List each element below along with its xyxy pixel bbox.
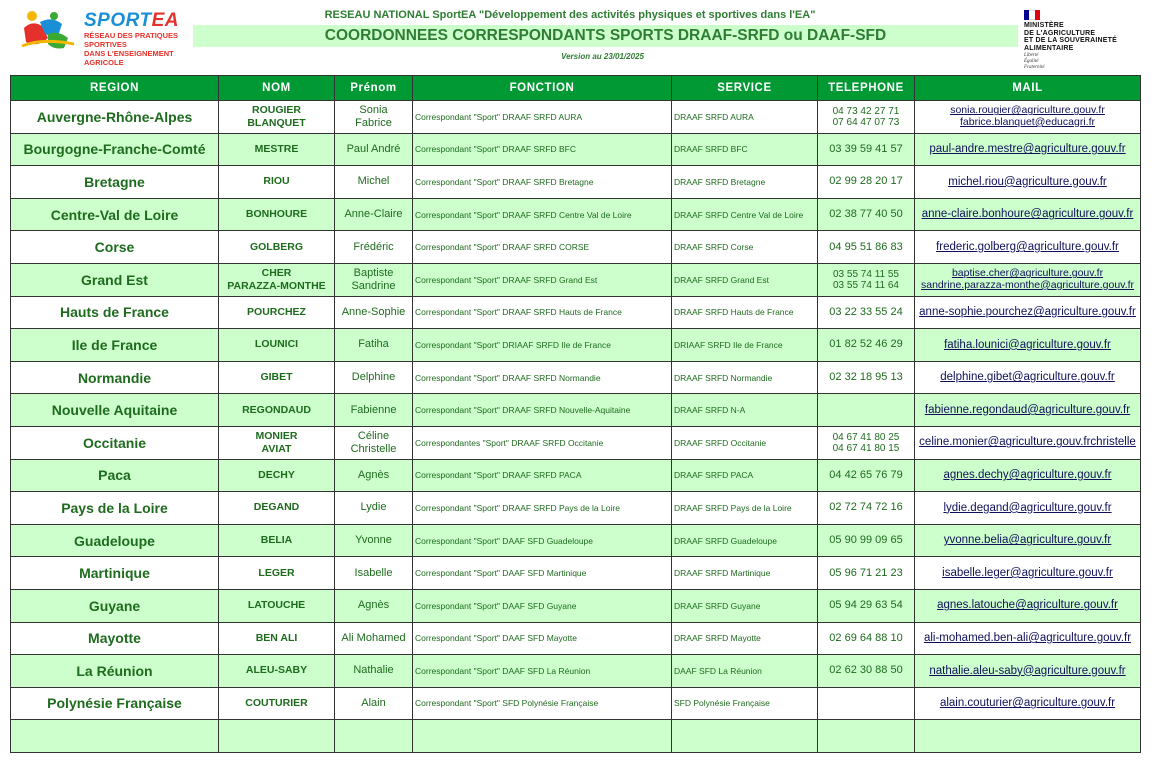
email-line [915, 697, 1140, 710]
email-link[interactable]: delphine.gibet@agriculture.gouv.fr [940, 371, 1115, 384]
mail-cell [915, 492, 1141, 525]
prenom-cell [335, 101, 413, 134]
telephone-number: 05 94 29 63 54 [829, 599, 903, 612]
nom-cell [219, 296, 335, 329]
fonction-cell: Correspondant "Sport" DRAAF SRFD Hauts de France [413, 296, 672, 329]
prenom-cell [335, 687, 413, 720]
nom-cell [219, 231, 335, 264]
prenom-value: Fabienne [350, 403, 397, 416]
region-cell: Guyane [11, 589, 219, 622]
telephone-number: 02 69 64 88 10 [829, 631, 903, 644]
nom-value: BONHOURE [245, 208, 308, 221]
nom-value: BEN ALI [255, 631, 298, 644]
table-row [11, 231, 1141, 264]
telephone-cell [818, 589, 915, 622]
region-cell: Hauts de France [11, 296, 219, 329]
email-link[interactable]: anne-claire.bonhoure@agriculture.gouv.fr [921, 208, 1134, 221]
mail-cell [915, 622, 1141, 655]
nom-value: AVIAT [261, 442, 292, 455]
mail-cell [915, 459, 1141, 492]
nom-value: ALEU-SABY [245, 664, 308, 677]
region-cell [11, 720, 219, 753]
fonction-cell: Correspondant "Sport" DAAF SFD La Réunion [413, 655, 672, 688]
nom-value: GIBET [260, 371, 293, 384]
nom-value: PARAZZA-MONTHE [227, 279, 326, 292]
table-row [11, 133, 1141, 166]
region-cell: Normandie [11, 361, 219, 394]
service-cell: DRAAF SRFD Martinique [672, 557, 818, 590]
service-cell: SFD Polynésie Française [672, 687, 818, 720]
email-link[interactable]: fabrice.blanquet@educagri.fr [960, 115, 1095, 128]
nom-cell [219, 394, 335, 427]
email-link[interactable]: yvonne.belia@agriculture.gouv.fr [943, 534, 1112, 547]
telephone-number: 05 96 71 21 23 [829, 566, 903, 579]
nom-cell [219, 166, 335, 199]
telephone-number: 02 72 74 72 16 [829, 501, 903, 514]
fonction-cell: Correspondant "Sport" DRAAF SRFD Centre Val de Loire [413, 198, 672, 231]
service-cell: DRAAF SRFD Pays de la Loire [672, 492, 818, 525]
mail-cell [915, 589, 1141, 622]
prenom-value: Lydie [360, 501, 387, 514]
mail-cell [915, 557, 1141, 590]
nom-cell [219, 426, 335, 459]
prenom-value: Alain [361, 696, 386, 709]
nom-cell [219, 655, 335, 688]
table-row [11, 198, 1141, 231]
email-link[interactable]: michel.riou@agriculture.gouv.fr [948, 175, 1107, 188]
fonction-cell: Correspondant "Sport" DAAF SFD Martinique [413, 557, 672, 590]
republic-motto: Liberté Égalité Fraternité [1024, 53, 1045, 70]
prenom-cell [335, 589, 413, 622]
telephone-cell [818, 394, 915, 427]
prenom-value: Michel [357, 175, 390, 188]
fonction-cell: Correspondant "Sport" DRAAF SRFD AURA [413, 101, 672, 134]
fonction-cell: Correspondant "Sport" SFD Polynésie Française [413, 687, 672, 720]
telephone-number: 02 38 77 40 50 [829, 208, 903, 221]
column-header-prenom: Prénom [335, 76, 413, 101]
mail-cell [915, 426, 1141, 459]
service-cell: DRAAF SRFD Bretagne [672, 166, 818, 199]
nom-cell [219, 557, 335, 590]
prenom-value: Christelle [350, 442, 397, 455]
prenom-cell [335, 394, 413, 427]
telephone-cell [818, 166, 915, 199]
prenom-cell [335, 361, 413, 394]
email-link[interactable]: ali-mohamed.ben-ali@agriculture.gouv.fr [923, 632, 1132, 645]
prenom-cell [335, 166, 413, 199]
region-cell: La Réunion [11, 655, 219, 688]
fonction-cell [413, 720, 672, 753]
table-row [11, 426, 1141, 459]
column-header-fonction: FONCTION [413, 76, 672, 101]
fonction-cell: Correspondant "Sport" DRAAF SRFD Nouvelle-Aquitaine [413, 394, 672, 427]
telephone-cell [818, 524, 915, 557]
email-line [915, 567, 1140, 580]
fonction-cell: Correspondant "Sport" DRAAF SRFD BFC [413, 133, 672, 166]
region-cell: Martinique [11, 557, 219, 590]
email-link[interactable]: anne-sophie.pourchez@agriculture.gouv.fr [919, 306, 1136, 319]
service-cell: DRAAF SRFD Guadeloupe [672, 524, 818, 557]
email-link[interactable]: lydie.degand@agriculture.gouv.fr [943, 501, 1112, 514]
table-row [11, 524, 1141, 557]
mail-cell [915, 655, 1141, 688]
telephone-number: 02 62 30 88 50 [829, 664, 903, 677]
nom-cell [219, 361, 335, 394]
email-link[interactable]: celine.monier@agriculture.gouv.frchristelle [919, 436, 1136, 449]
service-cell: DRAAF SRFD Grand Est [672, 263, 818, 296]
sportea-wordmark: SPORTEA [84, 10, 180, 31]
athletes-icon [18, 8, 78, 52]
email-link[interactable]: agnes.latouche@agriculture.gouv.fr [937, 599, 1118, 612]
table-row [11, 720, 1141, 753]
nom-cell [219, 687, 335, 720]
nom-value: MESTRE [254, 142, 299, 155]
email-link[interactable]: nathalie.aleu-saby@agriculture.gouv.fr [929, 664, 1126, 677]
service-cell: DRAAF SRFD Hauts de France [672, 296, 818, 329]
telephone-number: 04 67 41 80 25 [832, 431, 900, 443]
nom-value: GOLBERG [249, 240, 304, 253]
service-cell: DRIAAF SRFD Ile de France [672, 329, 818, 362]
mail-cell [915, 361, 1141, 394]
prenom-cell [335, 557, 413, 590]
region-cell: Auvergne-Rhône-Alpes [11, 101, 219, 134]
region-cell: Bourgogne-Franche-Comté [11, 133, 219, 166]
table-header-row [11, 76, 1141, 101]
nom-value: LOUNICI [254, 338, 299, 351]
email-link[interactable]: agnes.dechy@agriculture.gouv.fr [943, 469, 1112, 482]
fonction-cell: Correspondant "Sport" DAAF SFD Guyane [413, 589, 672, 622]
telephone-number: 03 39 59 41 57 [829, 142, 903, 155]
nom-cell [219, 263, 335, 296]
service-cell: DRAAF SRFD N-A [672, 394, 818, 427]
email-link[interactable]: alain.couturier@agriculture.gouv.fr [939, 697, 1116, 710]
email-link[interactable]: fabienne.regondaud@agriculture.gouv.fr [924, 403, 1131, 416]
region-cell: Corse [11, 231, 219, 264]
column-header-service: SERVICE [672, 76, 818, 101]
prenom-value: Agnès [357, 468, 390, 481]
service-cell: DRAAF SRFD BFC [672, 133, 818, 166]
telephone-number: 03 22 33 55 24 [829, 305, 903, 318]
email-line [915, 306, 1140, 319]
email-link[interactable]: fatiha.lounici@agriculture.gouv.fr [944, 338, 1111, 351]
telephone-cell [818, 361, 915, 394]
telephone-cell [818, 459, 915, 492]
prenom-cell [335, 720, 413, 753]
nom-value: POURCHEZ [247, 305, 306, 318]
telephone-number: 04 42 65 76 79 [829, 468, 903, 481]
nom-cell [219, 622, 335, 655]
nom-value: MONIER [255, 429, 298, 442]
prenom-cell [335, 296, 413, 329]
prenom-value: Céline [357, 429, 390, 442]
email-line [915, 502, 1140, 515]
service-cell: DAAF SFD La Réunion [672, 655, 818, 688]
telephone-cell [818, 622, 915, 655]
email-line [915, 632, 1140, 645]
prenom-value: Paul André [346, 142, 401, 155]
table-row [11, 687, 1141, 720]
prenom-cell [335, 329, 413, 362]
nom-value: REGONDAUD [242, 403, 311, 416]
region-cell: Polynésie Française [11, 687, 219, 720]
table-row [11, 166, 1141, 199]
table-row [11, 361, 1141, 394]
prenom-value: Agnès [357, 599, 390, 612]
telephone-cell [818, 687, 915, 720]
mail-cell [915, 263, 1141, 296]
prenom-value: Anne-Claire [344, 208, 403, 221]
nom-cell [219, 329, 335, 362]
ministry-logo [1024, 10, 1144, 71]
telephone-cell [818, 426, 915, 459]
prenom-value: Isabelle [354, 566, 393, 579]
nom-value: CHER [261, 266, 292, 279]
email-line [915, 404, 1140, 417]
fonction-cell: Correspondant "Sport" DRAAF SRFD Normandie [413, 361, 672, 394]
email-line [915, 534, 1140, 547]
telephone-number: 04 67 41 80 15 [832, 442, 900, 454]
prenom-value: Fatiha [358, 338, 389, 351]
prenom-cell [335, 459, 413, 492]
region-cell: Ile de France [11, 329, 219, 362]
column-header-region: REGION [11, 76, 219, 101]
prenom-value: Frédéric [353, 240, 394, 253]
prenom-value: Fabrice [355, 116, 392, 129]
email-line [915, 176, 1140, 189]
email-line [915, 117, 1140, 129]
region-cell: Mayotte [11, 622, 219, 655]
telephone-number: 04 95 51 86 83 [829, 240, 903, 253]
email-line [915, 469, 1140, 482]
region-cell: Grand Est [11, 263, 219, 296]
table-row [11, 557, 1141, 590]
table-row [11, 459, 1141, 492]
telephone-cell [818, 296, 915, 329]
table-row [11, 492, 1141, 525]
fonction-cell: Correspondant "Sport" DRAAF SRFD CORSE [413, 231, 672, 264]
prenom-cell [335, 133, 413, 166]
nom-value: RIOU [263, 175, 290, 188]
mail-cell [915, 198, 1141, 231]
mail-cell [915, 394, 1141, 427]
telephone-cell [818, 329, 915, 362]
email-line [915, 665, 1140, 678]
email-link[interactable]: paul-andre.mestre@agriculture.gouv.fr [929, 143, 1126, 156]
telephone-cell [818, 133, 915, 166]
email-line [915, 143, 1140, 156]
region-cell: Paca [11, 459, 219, 492]
email-line [915, 339, 1140, 352]
prenom-cell [335, 426, 413, 459]
fonction-cell: Correspondant "Sport" DRAAF SRFD PACA [413, 459, 672, 492]
french-flag-icon [1024, 10, 1040, 20]
telephone-cell [818, 263, 915, 296]
nom-value: DECHY [258, 468, 295, 481]
telephone-cell [818, 655, 915, 688]
service-cell: DRAAF SRFD PACA [672, 459, 818, 492]
telephone-number: 04 73 42 27 71 [832, 105, 900, 117]
table-row [11, 589, 1141, 622]
nom-value: BLANQUET [247, 116, 306, 129]
column-header-mail: MAIL [915, 76, 1141, 101]
nom-value: DEGAND [253, 501, 300, 514]
mail-cell [915, 101, 1141, 134]
column-header-telephone: TELEPHONE [818, 76, 915, 101]
email-line [915, 436, 1140, 449]
nom-cell [219, 133, 335, 166]
table-row [11, 101, 1141, 134]
telephone-number: 07 64 47 07 73 [832, 116, 900, 128]
email-link[interactable]: sonia.rougier@agriculture.gouv.fr [950, 104, 1105, 117]
region-cell: Nouvelle Aquitaine [11, 394, 219, 427]
telephone-cell [818, 101, 915, 134]
telephone-number: 03 55 74 11 55 [833, 268, 899, 280]
mail-cell [915, 720, 1141, 753]
service-cell: DRAAF SRFD Mayotte [672, 622, 818, 655]
prenom-cell [335, 655, 413, 688]
service-cell: DRAAF SRFD Normandie [672, 361, 818, 394]
service-cell: DRAAF SRFD Guyane [672, 589, 818, 622]
service-cell [672, 720, 818, 753]
fonction-cell: Correspondant "Sport" DAAF SFD Guadeloupe [413, 524, 672, 557]
email-link[interactable]: isabelle.leger@agriculture.gouv.fr [942, 566, 1113, 579]
service-cell: DRAAF SRFD Corse [672, 231, 818, 264]
column-header-nom: NOM [219, 76, 335, 101]
mail-cell [915, 329, 1141, 362]
prenom-cell [335, 198, 413, 231]
mail-cell [915, 231, 1141, 264]
ministry-name: MINISTÈRE DE L'AGRICULTURE ET DE LA SOUVERAINETÉ ALIMENTAIRE [1024, 22, 1118, 52]
nom-value: COUTURIER [245, 696, 308, 709]
telephone-number: 05 90 99 09 65 [829, 534, 903, 547]
telephone-cell [818, 720, 915, 753]
nom-cell [219, 492, 335, 525]
nom-cell [219, 198, 335, 231]
table-row [11, 394, 1141, 427]
nom-cell [219, 589, 335, 622]
prenom-value: Delphine [351, 371, 396, 384]
region-cell: Occitanie [11, 426, 219, 459]
email-line [915, 280, 1140, 292]
telephone-number: 02 32 18 95 13 [829, 371, 903, 384]
fonction-cell: Correspondant "Sport" DRIAAF SRFD Ile de France [413, 329, 672, 362]
mail-cell [915, 133, 1141, 166]
telephone-cell [818, 198, 915, 231]
nom-cell [219, 720, 335, 753]
table-row [11, 655, 1141, 688]
prenom-cell [335, 492, 413, 525]
nom-value: LEGER [258, 566, 295, 579]
mail-cell [915, 166, 1141, 199]
email-line [915, 208, 1140, 221]
sportea-tagline: RÉSEAU DES PRATIQUES SPORTIVES DANS L'ENSEIGNEMENT AGRICOLE [84, 31, 179, 67]
nom-value: BELIA [260, 534, 293, 547]
prenom-value: Yvonne [355, 534, 392, 547]
table-body [11, 101, 1141, 753]
prenom-value: Nathalie [353, 664, 394, 677]
nom-cell [219, 524, 335, 557]
main-title: COORDONNEES CORRESPONDANTS SPORTS DRAAF-SRFD ou DAAF-SFD [324, 27, 887, 44]
table-row [11, 263, 1141, 296]
email-link[interactable]: frederic.golberg@agriculture.gouv.fr [936, 240, 1119, 253]
prenom-value: Ali Mohamed [341, 631, 406, 644]
prenom-value: Anne-Sophie [341, 305, 406, 318]
service-cell: DRAAF SRFD AURA [672, 101, 818, 134]
prenom-value: Sonia [359, 103, 388, 116]
telephone-number: 03 55 74 11 64 [833, 279, 899, 291]
sportea-logo [18, 8, 188, 67]
service-cell: DRAAF SRFD Occitanie [672, 426, 818, 459]
nom-value: LATOUCHE [247, 599, 306, 612]
email-line [915, 599, 1140, 612]
prenom-value: Baptiste [353, 266, 394, 279]
nom-cell [219, 101, 335, 134]
document-header [0, 0, 1152, 74]
mail-cell [915, 296, 1141, 329]
telephone-cell [818, 492, 915, 525]
fonction-cell: Correspondant "Sport" DAAF SFD Mayotte [413, 622, 672, 655]
telephone-cell [818, 557, 915, 590]
version-date: Version au 23/01/2025 [561, 52, 644, 61]
nom-value: ROUGIER [251, 103, 301, 116]
network-title: RESEAU NATIONAL SportEA "Développement des activités physiques et sportives dans l'EA" [324, 9, 816, 21]
service-cell: DRAAF SRFD Centre Val de Loire [672, 198, 818, 231]
mail-cell [915, 524, 1141, 557]
prenom-value: Sandrine [351, 279, 396, 292]
region-cell: Pays de la Loire [11, 492, 219, 525]
region-cell: Bretagne [11, 166, 219, 199]
region-cell: Centre-Val de Loire [11, 198, 219, 231]
telephone-number: 02 99 28 20 17 [829, 175, 903, 188]
prenom-cell [335, 263, 413, 296]
table-row [11, 296, 1141, 329]
fonction-cell: Correspondant "Sport" DRAAF SRFD Bretagne [413, 166, 672, 199]
table-row [11, 329, 1141, 362]
mail-cell [915, 687, 1141, 720]
prenom-cell [335, 524, 413, 557]
correspondents-table [10, 75, 1141, 753]
telephone-cell [818, 231, 915, 264]
fonction-cell: Correspondant "Sport" DRAAF SRFD Pays de la Loire [413, 492, 672, 525]
region-cell: Guadeloupe [11, 524, 219, 557]
email-line [915, 241, 1140, 254]
telephone-number: 01 82 52 46 29 [829, 338, 903, 351]
email-link[interactable]: baptise.cher@agriculture.gouv.fr [951, 267, 1104, 280]
fonction-cell: Correspondant "Sport" DRAAF SRFD Grand Est [413, 263, 672, 296]
nom-cell [219, 459, 335, 492]
prenom-cell [335, 231, 413, 264]
fonction-cell: Correspondantes "Sport" DRAAF SRFD Occitanie [413, 426, 672, 459]
email-line [915, 371, 1140, 384]
email-link[interactable]: sandrine.parazza-monthe@agriculture.gouv.fr [921, 278, 1134, 291]
prenom-cell [335, 622, 413, 655]
table-row [11, 622, 1141, 655]
